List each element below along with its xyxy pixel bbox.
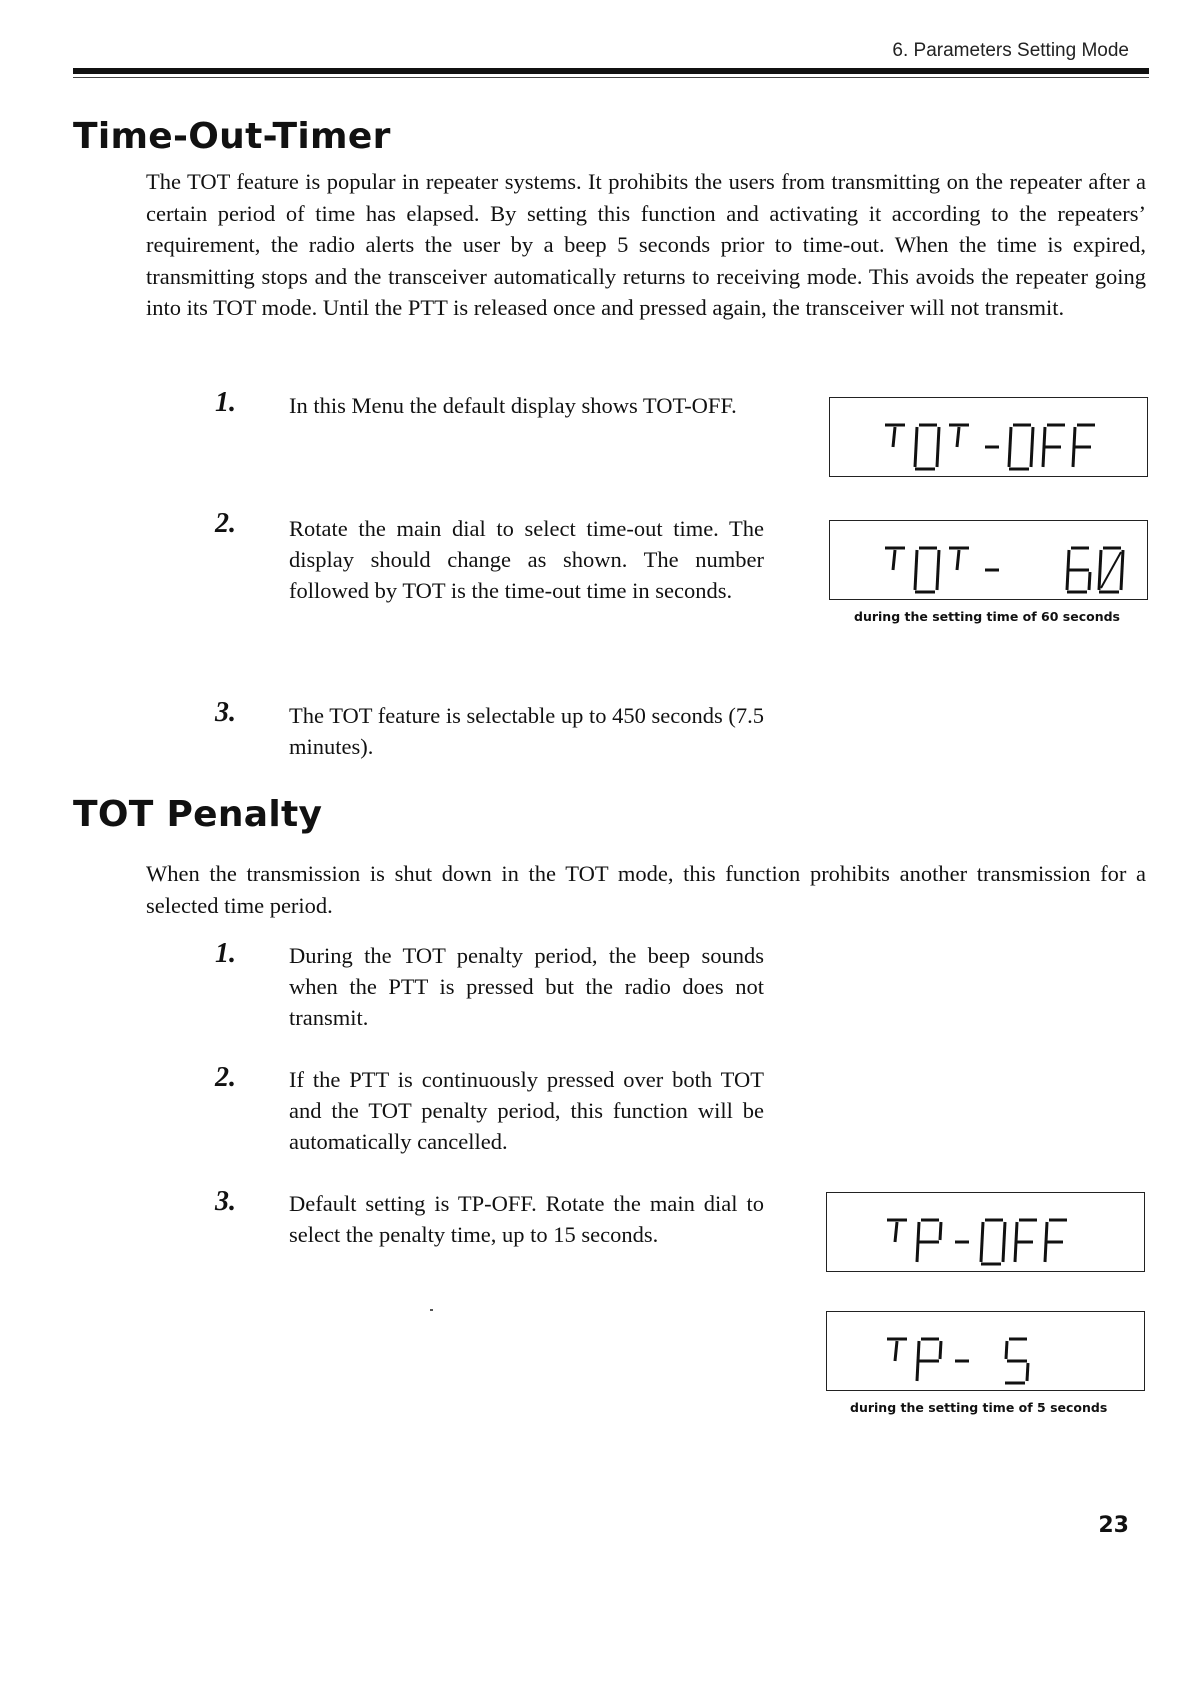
step-text: Rotate the main dial to select time-out time. The display should change as shown. The number followed by TOT is the time-out time in seconds. (289, 516, 764, 603)
step-text: During the TOT penalty period, the beep sounds when the PTT is pressed but the radio does not transmit. (289, 943, 764, 1030)
section-title-time-out-timer: Time-Out-Timer (73, 116, 391, 157)
lcd-display (829, 520, 1148, 600)
header-rule (73, 68, 1149, 74)
lcd-digits (827, 1193, 1144, 1271)
lcd-digits (830, 521, 1147, 599)
scan-speck (430, 1309, 433, 1311)
step-number: 2. (215, 1062, 236, 1093)
lcd-display (829, 397, 1148, 477)
step-text: In this Menu the default display shows TOT-OFF. (289, 393, 737, 418)
lcd-display (826, 1311, 1145, 1391)
lcd-caption: during the setting time of 5 seconds (850, 1400, 1108, 1415)
running-header: 6. Parameters Setting Mode (892, 40, 1129, 61)
step-text: The TOT feature is selectable up to 450 seconds (7.5 minutes). (289, 703, 764, 759)
section-intro-tot-penalty: When the transmission is shut down in the TOT mode, this function prohibits another transmission for a selected time period. (146, 861, 1146, 918)
step-number: 3. (215, 697, 236, 728)
step-number: 2. (215, 508, 236, 539)
section-title-tot-penalty: TOT Penalty (73, 794, 323, 835)
step-text: Default setting is TP-OFF. Rotate the main dial to select the penalty time, up to 15 seconds. (289, 1191, 764, 1247)
header-rule-thin (73, 77, 1149, 78)
step-number: 1. (215, 387, 236, 418)
section-intro-time-out-timer: The TOT feature is popular in repeater systems. It prohibits the users from transmitting on the repeater after a certain period of time has elapsed. By setting this function and activating it according to the repeaters’ requirement, the radio alerts the user by a beep 5 seconds prior to time-out. When the time is expired, transmitting stops and the transceiver automatically returns to receiving mode. This avoids the repeater going into its TOT mode. Until the PTT is released once and pressed again, the transceiver will not transmit. (146, 169, 1146, 320)
step-number: 1. (215, 938, 236, 969)
lcd-display (826, 1192, 1145, 1272)
lcd-caption: during the setting time of 60 seconds (854, 609, 1120, 624)
step-number: 3. (215, 1186, 236, 1217)
lcd-digits (830, 398, 1147, 476)
step-text: If the PTT is continuously pressed over both TOT and the TOT penalty period, this function will be automatically cancelled. (289, 1067, 764, 1154)
lcd-digits (827, 1312, 1144, 1390)
page-number: 23 (1098, 1513, 1129, 1538)
